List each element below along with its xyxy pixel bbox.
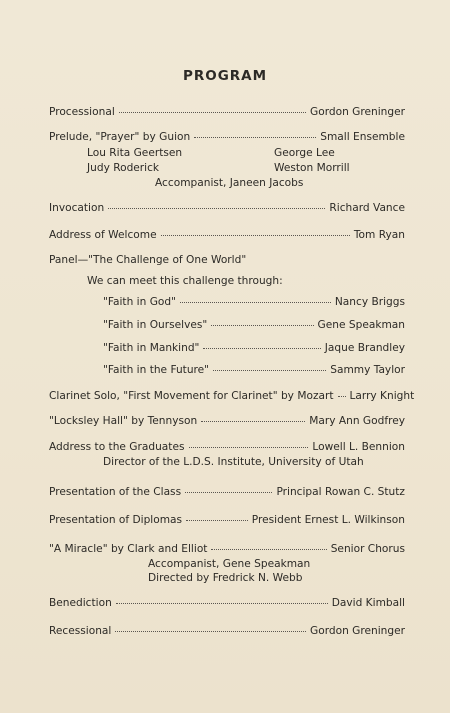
address-subtitle: Director of the L.D.S. Institute, University of Utah — [103, 456, 364, 468]
item-performer: Small Ensemble — [320, 131, 405, 143]
miracle-accompanist: Accompanist, Gene Speakman — [148, 558, 311, 570]
prelude-accompanist: Accompanist, Janeen Jacobs — [155, 177, 304, 189]
item-label: "Faith in Ourselves" — [103, 319, 208, 331]
leader-dots — [194, 137, 316, 138]
item-label: "Faith in the Future" — [103, 364, 210, 376]
item-label: Invocation — [49, 202, 105, 214]
panel-item — [103, 296, 405, 309]
leader-dots — [180, 302, 331, 303]
item-performer: Larry Knight — [349, 390, 415, 402]
leader-dots — [116, 603, 328, 604]
ensemble-member: Weston Morrill — [274, 162, 350, 174]
program-item-recessional — [49, 625, 405, 638]
item-performer: Gene Speakman — [317, 319, 405, 331]
program-item-welcome — [49, 229, 405, 242]
leader-dots — [119, 112, 306, 113]
leader-dots — [211, 549, 326, 550]
program-item-address — [49, 441, 405, 454]
item-label: Clarinet Solo, "First Movement for Clarinet" by Mozart — [49, 390, 334, 402]
ensemble-member: Lou Rita Geertsen — [87, 147, 183, 159]
panel-heading: Panel—"The Challenge of One World" — [49, 254, 247, 266]
item-label: Benediction — [49, 597, 112, 609]
item-performer: Tom Ryan — [353, 229, 405, 241]
item-label: Prelude, "Prayer" by Guion — [49, 131, 191, 143]
item-performer: Nancy Briggs — [334, 296, 405, 308]
program-item-clarinet — [49, 390, 415, 403]
miracle-director: Directed by Fredrick N. Webb — [148, 572, 303, 584]
leader-dots — [115, 631, 306, 632]
item-label: "A Miracle" by Clark and Elliot — [49, 543, 208, 555]
program-item-invocation — [49, 202, 405, 215]
item-performer: Gordon Greninger — [310, 106, 405, 118]
item-label: Address of Welcome — [49, 229, 157, 241]
panel-item — [103, 364, 405, 377]
program-item-presentation-class — [49, 486, 405, 499]
program-title: PROGRAM — [182, 68, 268, 84]
leader-dots — [211, 325, 313, 326]
ensemble-member: Judy Roderick — [87, 162, 160, 174]
item-label: Presentation of the Class — [49, 486, 182, 498]
item-label: "Faith in Mankind" — [103, 342, 200, 354]
leader-dots — [338, 396, 346, 397]
leader-dots — [185, 492, 272, 493]
leader-dots — [108, 208, 325, 209]
item-performer: Senior Chorus — [330, 543, 405, 555]
item-performer: President Ernest L. Wilkinson — [251, 514, 405, 526]
item-label: Address to the Graduates — [49, 441, 185, 453]
program-item-locksley — [49, 415, 405, 428]
item-performer: Richard Vance — [329, 202, 405, 214]
ensemble-member: George Lee — [274, 147, 335, 159]
program-item-miracle — [49, 543, 405, 556]
item-label: "Locksley Hall" by Tennyson — [49, 415, 198, 427]
item-performer: Mary Ann Godfrey — [309, 415, 405, 427]
item-label: Recessional — [49, 625, 112, 637]
program-item-processional — [49, 106, 405, 119]
leader-dots — [189, 447, 309, 448]
item-performer: Gordon Greninger — [310, 625, 405, 637]
program-item-prelude — [49, 131, 405, 144]
item-performer: David Kimball — [331, 597, 405, 609]
leader-dots — [213, 370, 326, 371]
item-label: "Faith in God" — [103, 296, 176, 308]
panel-item — [103, 319, 405, 332]
item-performer: Sammy Taylor — [330, 364, 405, 376]
item-performer: Lowell L. Bennion — [312, 441, 405, 453]
leader-dots — [161, 235, 350, 236]
panel-intro: We can meet this challenge through: — [87, 275, 283, 287]
leader-dots — [186, 520, 248, 521]
leader-dots — [203, 348, 320, 349]
item-label: Presentation of Diplomas — [49, 514, 183, 526]
item-performer: Jaque Brandley — [324, 342, 405, 354]
item-label: Processional — [49, 106, 115, 118]
item-performer: Principal Rowan C. Stutz — [276, 486, 405, 498]
leader-dots — [201, 421, 305, 422]
panel-item — [103, 342, 405, 355]
program-item-benediction — [49, 597, 405, 610]
program-item-presentation-diplomas — [49, 514, 405, 527]
